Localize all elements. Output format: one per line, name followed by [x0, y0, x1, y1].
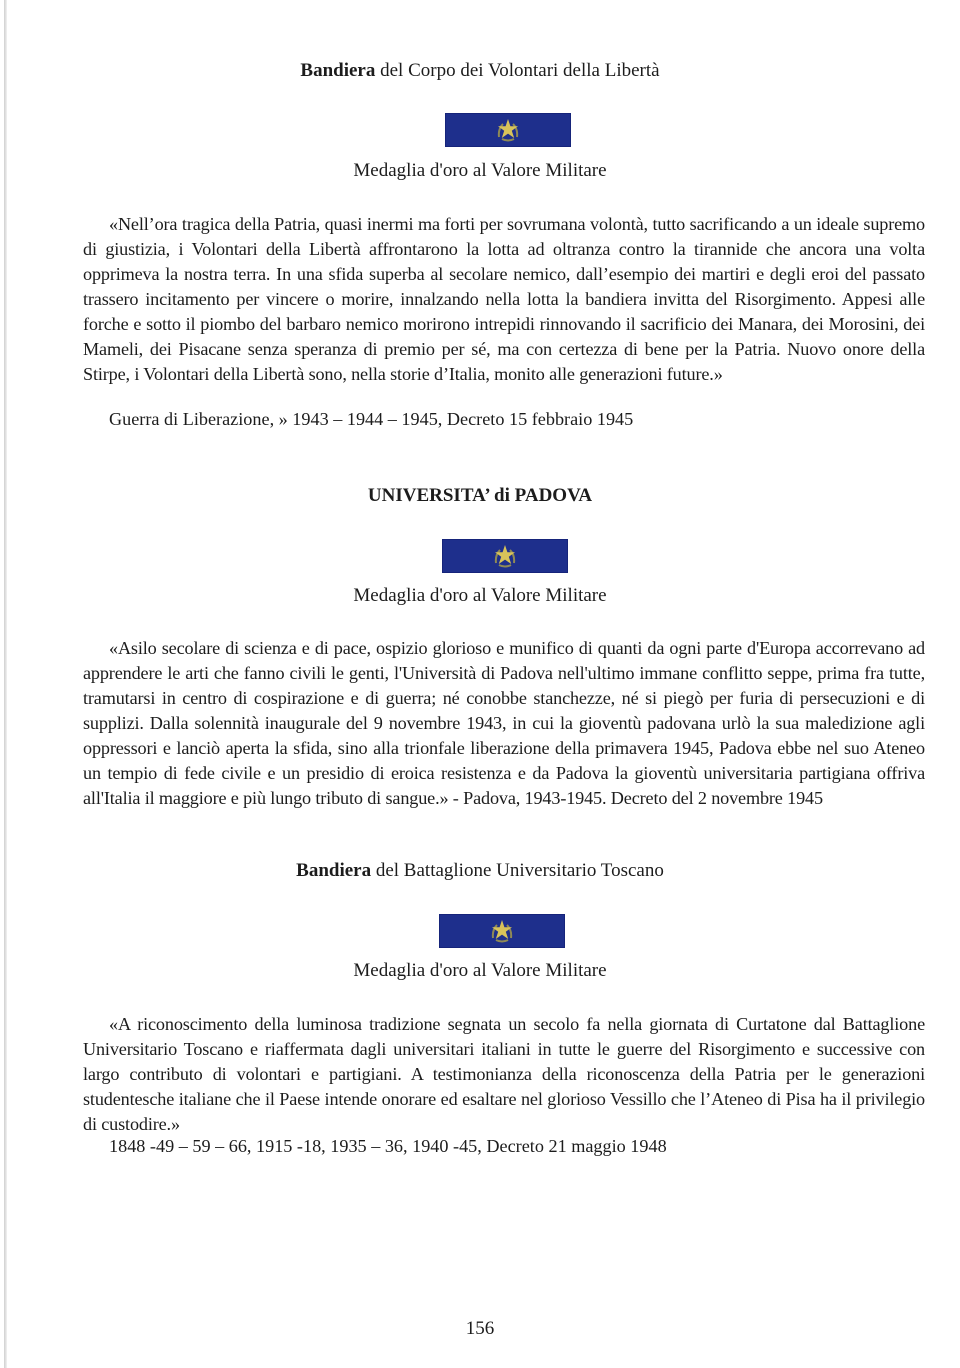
heading-rest: del Corpo dei Volontari della Libertà	[380, 60, 660, 81]
citation-paragraph: «Nell’ora tragica della Patria, quasi inermi ma forti per sovrumana volontà, tutto sacrificando a un ideale supremo di giustizia, i Volontari della Libertà affrontarono la lotta ad oltranza contro la tirannide che ancora una volta opprimeva la nostra terra. In una sfida superba al secolare nemico, dall’esempio dei martiri e degli eroi del passato trassero incitamento per vincere o morire, innalzando nella lotta la bandiera invitta del Risorgimento. Appesi alle forche e sotto il piombo del barbaro nemico morirono intrepidi rinnovando il sacrificio dei Manara, dei Morosini, dei Mameli, dei Pisacane senza speranza di premio per sé, ma con certezza di bene per la Patria. Nuovo onore della Stirpe, i Volontari della Libertà sono, nella storie d’Italia, monito alle generazioni future.»	[83, 214, 925, 384]
citation-dateline: 1848 -49 – 59 – 66, 1915 -18, 1935 – 36, 1940 -45, Decreto 21 maggio 1948	[109, 1136, 667, 1156]
citation-dateline: Guerra di Liberazione, » 1943 – 1944 – 1945, Decreto 15 febbraio 1945	[109, 409, 634, 429]
page-number: 156	[465, 1318, 495, 1339]
medal-ribbon	[439, 914, 565, 948]
medal-ribbon	[445, 113, 571, 147]
star-wreath-icon	[487, 916, 517, 946]
page-binding-edge	[4, 0, 7, 1368]
medal-label: Medaglia d'oro al Valore Militare	[353, 960, 607, 981]
medal-ribbon	[442, 539, 568, 573]
heading-bold-word: Bandiera	[296, 860, 372, 881]
star-wreath-icon	[493, 115, 523, 145]
section-heading-battaglione	[0, 860, 960, 882]
star-wreath-icon	[490, 541, 520, 571]
medal-label: Medaglia d'oro al Valore Militare	[353, 160, 607, 181]
section-heading-padova: UNIVERSITA’ di PADOVA	[367, 485, 593, 506]
medal-label: Medaglia d'oro al Valore Militare	[353, 585, 607, 606]
heading-rest: del Battaglione Universitario Toscano	[375, 860, 664, 881]
citation-paragraph: «Asilo secolare di scienza e di pace, ospizio glorioso e munifico di quanti da ogni parte d'Europa accorrevano ad apprendere le arti che fanno civili le genti, l'Università di Padova nell'ultimo immane conflitto seppe, prima fra tutte, tramutarsi in centro di cospirazione e di guerra; né conobbe stanchezze, né si piegò per furia di persecuzioni e di supplizi. Dalla solennità inaugurale del 9 novembre 1943, in cui la gioventù padovana urlò la sua maledizione agli oppressori e lanciò aperta la sfida, sino alla trionfale liberazione della primavera 1945, Padova ebbe nel suo Ateneo un tempio di fede civile e un presidio di eroica resistenza e da Padova la gioventù universitaria partigiana offriva all'Italia il maggiore e più lungo tributo di sangue.» - Padova, 1943-1945. Decreto del 2 novembre 1945	[83, 638, 925, 808]
section-heading-volontari	[0, 60, 960, 82]
heading-bold-word: Bandiera	[300, 60, 376, 81]
citation-paragraph: «A riconoscimento della luminosa tradizione segnata un secolo fa nella giornata di Curtatone dal Battaglione Universitario Toscano e riaffermata dagli universitari italiani in tutte le guerre del Risorgimento e successive con largo contributo di volontari e partigiani. A testimonianza della riconoscenza della Patria per le generazioni studentesche italiane che il Paese intende onorare ed esaltare nel glorioso Vessillo che l’Ateneo di Pisa ha il privilegio di custodire.»	[83, 1014, 925, 1134]
